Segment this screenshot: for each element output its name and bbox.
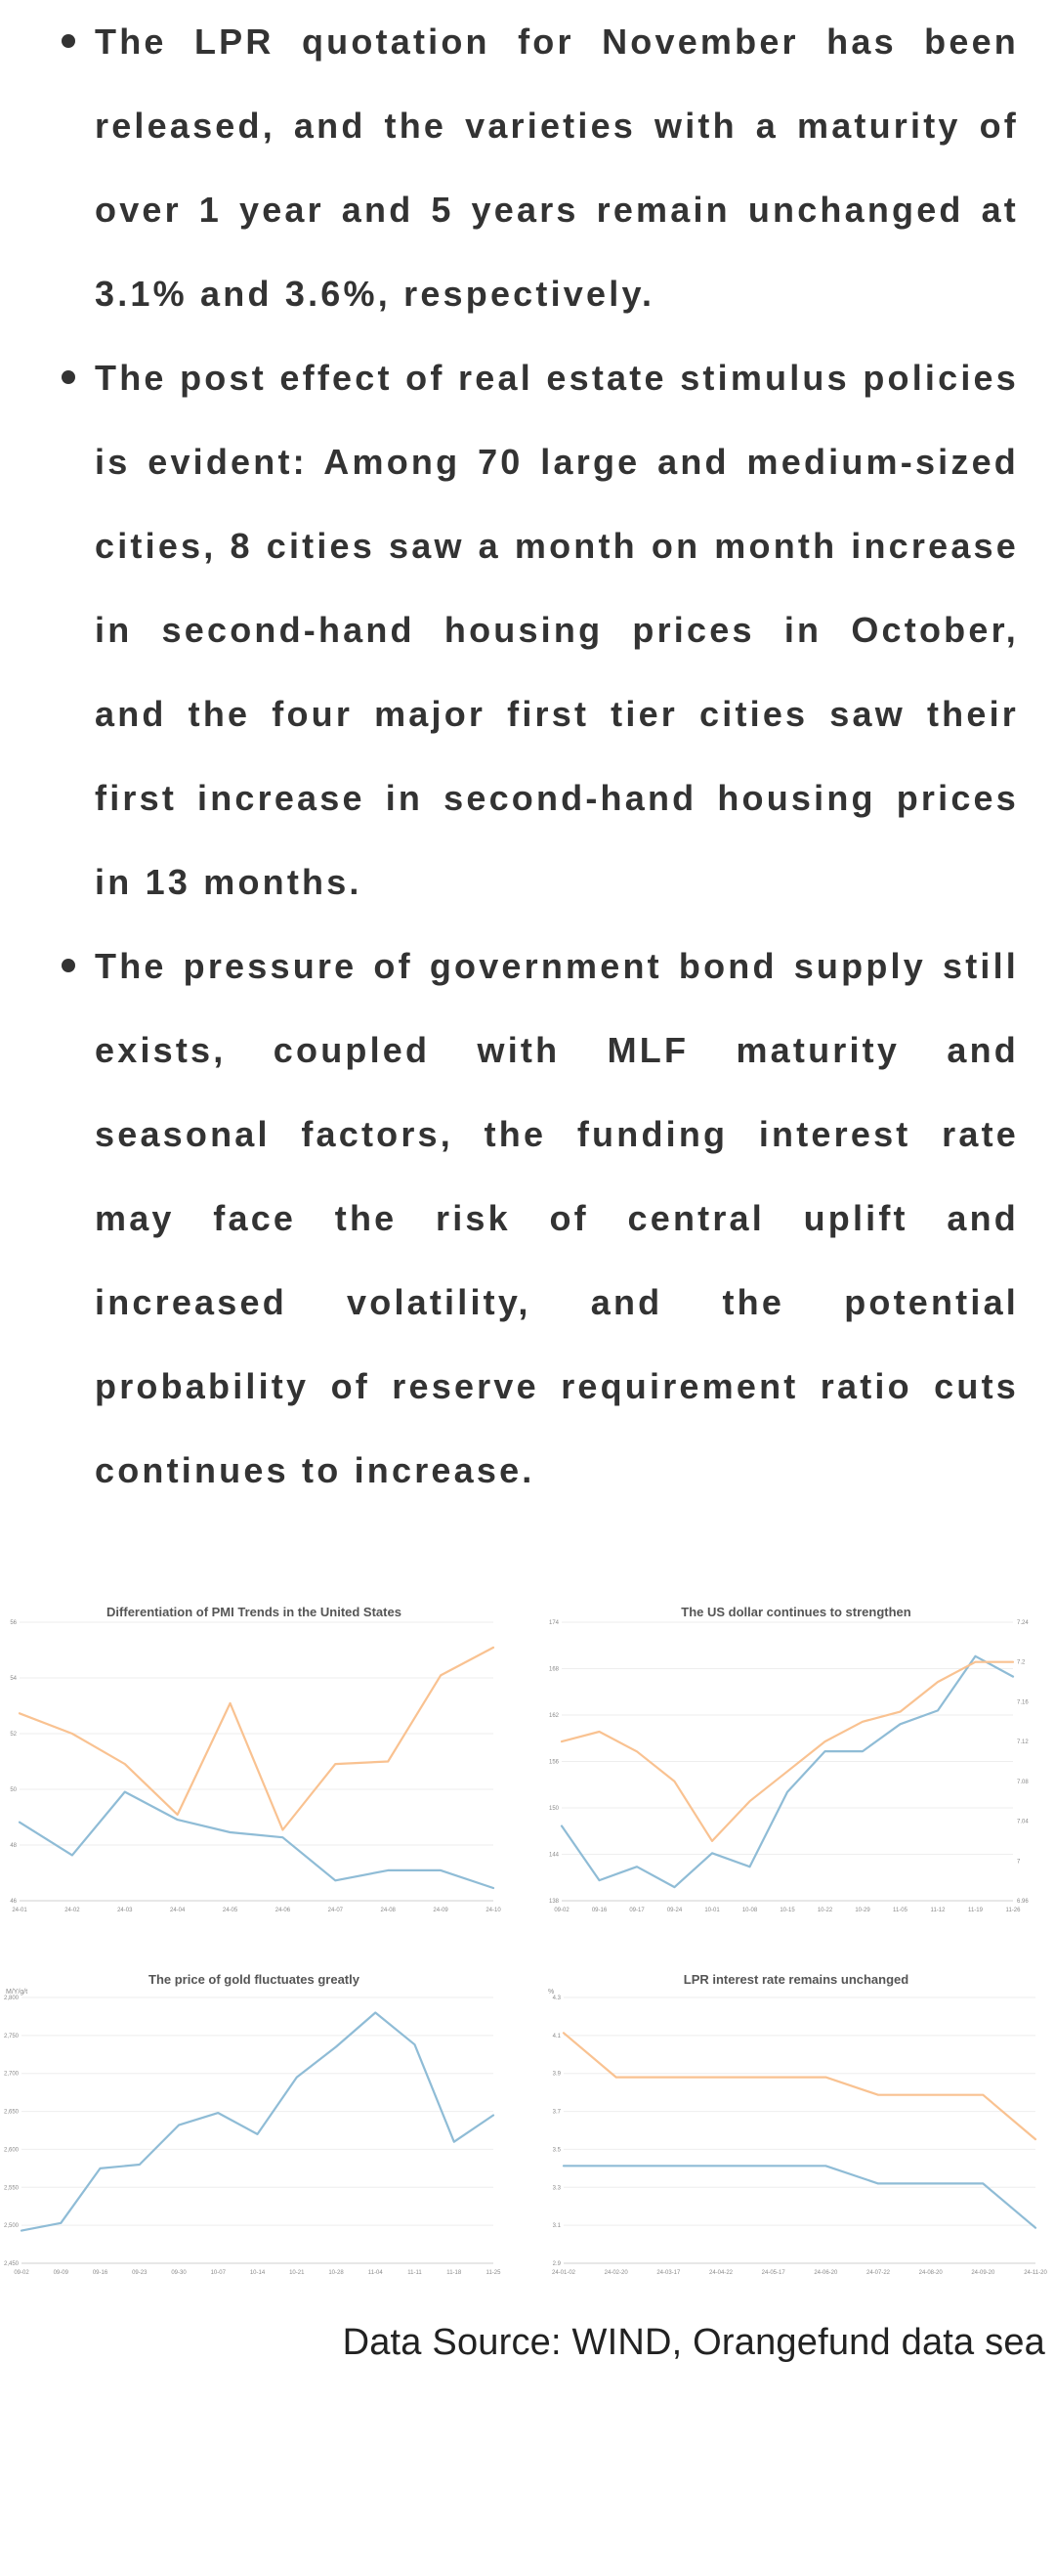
x-tick-label: 24-01-02: [551, 2270, 576, 2276]
x-tick-label: 11-18: [446, 2270, 462, 2276]
y-tick-label: 2,650: [3, 2109, 19, 2116]
x-tick-label: 11-04: [367, 2270, 383, 2276]
y-tick-label: 2,450: [3, 2261, 19, 2267]
chart-panel-lpr: [542, 1970, 1050, 2293]
chart-panel-gold: [0, 1970, 508, 2293]
axis-unit-label: M/Y/g/t: [6, 1989, 28, 1996]
bullet-dot: [62, 370, 75, 384]
y-tick-label: 56: [10, 1620, 17, 1626]
y-tick-label: 3.9: [552, 2071, 561, 2078]
x-tick-label: 09-02: [554, 1908, 570, 1913]
y-tick-label: 4.3: [552, 1996, 561, 2001]
x-tick-label: 24-04-22: [708, 2270, 734, 2276]
y-tick-label: 3.5: [552, 2147, 561, 2154]
x-tick-label: 24-05: [222, 1908, 238, 1913]
x-tick-label: 11-19: [968, 1908, 983, 1913]
chart-pmi: [0, 1603, 508, 1930]
chart-gold: [0, 1970, 508, 2293]
y-tick-label: 52: [10, 1732, 17, 1738]
x-tick-label: 09-30: [171, 2270, 187, 2276]
x-tick-label: 24-02: [64, 1908, 80, 1913]
x-tick-label: 10-14: [249, 2270, 266, 2276]
x-tick-label: 09-23: [132, 2270, 148, 2276]
chart-panel-usd: [542, 1603, 1050, 1930]
y-tick-label: 150: [548, 1806, 559, 1812]
x-tick-label: 10-29: [855, 1908, 870, 1913]
x-tick-label: 09-09: [53, 2270, 68, 2276]
x-tick-label: 09-24: [666, 1908, 683, 1913]
y-tick-label: 3.3: [552, 2185, 561, 2192]
y2-tick-label: 7.04: [1017, 1819, 1029, 1825]
x-tick-label: 24-11-20: [1024, 2270, 1047, 2276]
chart-panel-pmi: [0, 1603, 508, 1930]
y2-tick-label: 7: [1017, 1859, 1021, 1866]
x-tick-label: 24-10: [485, 1908, 501, 1913]
x-tick-label: 24-09-20: [971, 2270, 995, 2276]
series-1y: [564, 2166, 1035, 2227]
x-tick-label: 24-07: [327, 1908, 344, 1913]
y2-tick-label: 7.24: [1017, 1620, 1029, 1626]
series-blue: [21, 2013, 493, 2231]
x-tick-label: 10-07: [210, 2270, 226, 2276]
x-tick-label: 10-21: [289, 2270, 305, 2276]
x-tick-label: 09-16: [92, 2270, 108, 2276]
y-tick-label: 2,750: [3, 2033, 19, 2039]
data-source-caption: Data Source: WIND, Orangefund data sea: [342, 2322, 1045, 2363]
x-tick-label: 24-08: [380, 1908, 396, 1913]
x-tick-label: 24-03: [117, 1908, 133, 1913]
y-tick-label: 50: [10, 1787, 17, 1793]
series-5y: [564, 2033, 1035, 2139]
bullet-dot: [62, 959, 75, 972]
x-tick-label: 24-01: [12, 1908, 27, 1913]
x-tick-label: 11-25: [485, 2270, 501, 2276]
series-orange: [562, 1662, 1013, 1841]
bullet-item-lpr: [95, 0, 1019, 336]
x-tick-label: 09-17: [629, 1908, 645, 1913]
x-tick-label: 24-04: [169, 1908, 186, 1913]
y2-tick-label: 7.12: [1017, 1739, 1029, 1746]
x-tick-label: 10-28: [328, 2270, 344, 2276]
y-tick-label: 2,500: [3, 2223, 19, 2230]
y-tick-label: 162: [548, 1713, 559, 1719]
x-tick-label: 24-06: [274, 1908, 291, 1913]
y-tick-label: 48: [10, 1843, 17, 1849]
x-tick-label: 09-16: [591, 1908, 608, 1913]
x-tick-label: 11-11: [407, 2270, 422, 2276]
x-tick-label: 24-03-17: [656, 2270, 681, 2276]
x-tick-label: 11-26: [1005, 1908, 1021, 1913]
y-tick-label: 2,550: [3, 2185, 19, 2192]
chart-title: The US dollar continues to strengthen: [681, 1605, 911, 1619]
x-tick-label: 10-15: [780, 1908, 795, 1913]
series-orange: [20, 1648, 493, 1830]
y-tick-label: 168: [548, 1666, 559, 1673]
x-tick-label: 24-06-20: [814, 2270, 838, 2276]
y2-tick-label: 7.16: [1017, 1699, 1029, 1706]
x-tick-label: 11-05: [893, 1908, 907, 1913]
x-tick-label: 24-07-22: [865, 2270, 891, 2276]
y-tick-label: 3.7: [552, 2109, 561, 2116]
y-tick-label: 3.1: [552, 2223, 561, 2230]
y2-tick-label: 7.2: [1017, 1659, 1026, 1666]
y-tick-label: 2.9: [552, 2261, 561, 2267]
y-tick-label: 156: [548, 1759, 559, 1766]
bullet-text: The LPR quotation for November has been released, and the varieties with a maturity of over 1 year and 5 years remain unchanged at 3.1% and 3.6%, respectively.: [95, 21, 1019, 314]
y-tick-label: 138: [548, 1899, 559, 1905]
chart-title: Differentiation of PMI Trends in the United States: [106, 1605, 401, 1619]
x-tick-label: 10-01: [704, 1908, 720, 1913]
bullet-item-bond-supply: [95, 924, 1019, 1513]
chart-title: The price of gold fluctuates greatly: [148, 1972, 359, 1987]
axis-unit-label: %: [548, 1989, 555, 1996]
bullet-item-real-estate: [95, 336, 1019, 924]
y-tick-label: 2,800: [3, 1996, 19, 2001]
y-tick-label: 4.1: [552, 2033, 561, 2039]
series-blue: [20, 1792, 493, 1888]
bullet-text: The post effect of real estate stimulus policies is evident: Among 70 large and medium-sized cities, 8 cities saw a month on month increase in second-hand housing prices in October, and the four major first tier cities saw their first increase in second-hand housing prices in 13 months.: [95, 358, 1019, 902]
x-tick-label: 10-08: [741, 1908, 758, 1913]
x-tick-label: 24-05-17: [761, 2270, 785, 2276]
bullet-text: The pressure of government bond supply still exists, coupled with MLF maturity and seasonal factors, the funding interest rate may face the risk of central uplift and increased volatility, and the potential probability of reserve requirement ratio cuts continues to increase.: [95, 946, 1019, 1490]
y2-tick-label: 7.08: [1017, 1779, 1029, 1785]
y-tick-label: 174: [548, 1620, 559, 1626]
y-tick-label: 144: [548, 1852, 559, 1859]
x-tick-label: 10-22: [817, 1908, 833, 1913]
y-tick-label: 54: [10, 1676, 17, 1682]
x-tick-label: 24-02-20: [604, 2270, 628, 2276]
y-tick-label: 2,600: [3, 2147, 19, 2154]
chart-lpr: [542, 1970, 1050, 2293]
x-tick-label: 09-02: [14, 2270, 29, 2276]
chart-usd: [542, 1603, 1050, 1930]
y-tick-label: 46: [10, 1899, 17, 1905]
chart-title: LPR interest rate remains unchanged: [683, 1972, 909, 1987]
x-tick-label: 11-12: [930, 1908, 946, 1913]
x-tick-label: 24-09: [433, 1908, 448, 1913]
x-tick-label: 24-08-20: [918, 2270, 943, 2276]
y2-tick-label: 6.96: [1017, 1899, 1029, 1905]
bullet-dot: [62, 34, 75, 48]
y-tick-label: 2,700: [3, 2071, 19, 2078]
